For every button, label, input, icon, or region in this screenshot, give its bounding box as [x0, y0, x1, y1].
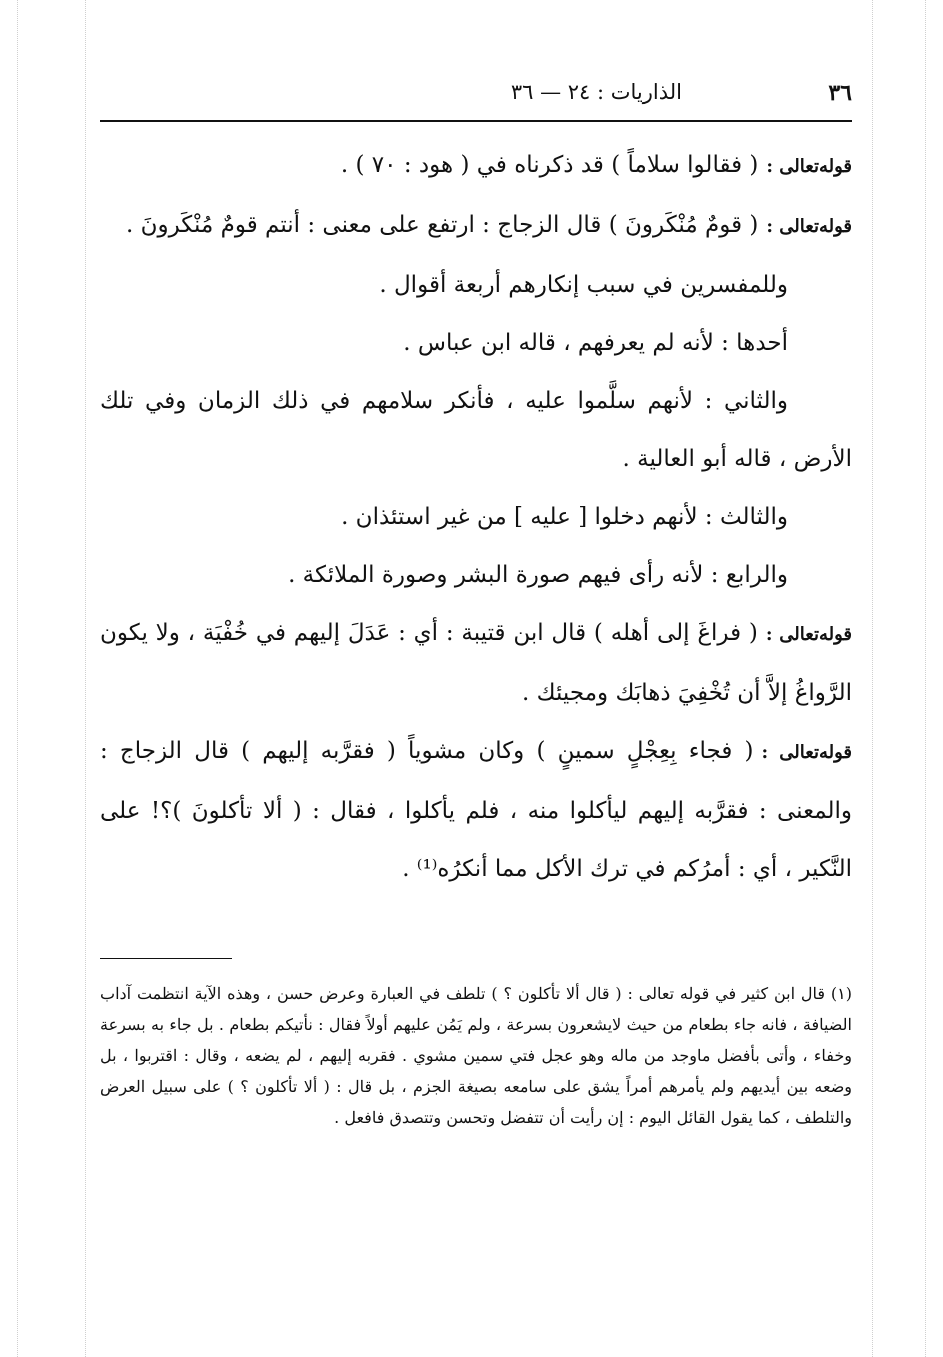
scan-guide-right: [925, 0, 926, 1357]
paragraph-4: أحدها : لأنه لم يعرفهم ، قاله ابن عباس .: [403, 330, 788, 356]
paragraph-8: [100, 604, 852, 722]
paragraph-text: ( فجاء بِعِجْلٍ سمينٍ ) وكان مشوياً ( فقرَّبه إليهم ) قال الزجاج : والمعنى : فقرَّبه إليهم ليأكلوا منه ، فلم يأكلوا ، فقال : ( ألا تأكلونَ )؟! على النَّكير ، أي : أمرُكم في ترك الأكل مما أنكرُه⁽¹⁾ .: [100, 738, 852, 882]
page-body: [100, 136, 852, 898]
verse-label: قوله‌تعالى :: [765, 624, 852, 645]
footnote-rule: [100, 958, 232, 959]
paragraph-2: [100, 196, 852, 256]
verse-label: قوله‌تعالى :: [761, 742, 852, 763]
page-header: [100, 80, 852, 116]
page-number: ٣٦: [828, 80, 852, 106]
paragraph-1: [100, 136, 852, 196]
running-title: الذاريات : ٢٤ — ٣٦: [510, 80, 682, 104]
book-page: [100, 80, 853, 1127]
verse-label: قوله‌تعالى :: [766, 156, 852, 177]
verse-label: قوله‌تعالى :: [766, 216, 852, 237]
footnotes: [100, 978, 852, 1133]
paragraph-text: ( قومٌ مُنْكَرونَ ) قال الزجاج : ارتفع على معنى : أنتم قومٌ مُنْكَرونَ .: [126, 212, 759, 238]
footnote-1: (١) قال ابن كثير في قوله تعالى : ( قال ألا تأكلون ؟ ) تلطف في العبارة وعرض حسن ، وهذه الآية انتظمت آداب الضيافة ، فانه جاء بطعام من حيث لايشعرون بسرعة ، ولم يَمُن عليهم أولاً فقال : نأتيكم بطعام . بل جاء به بسرعة وخفاء ، وأتى بأفضل ماوجد من ماله وهو عجل فتي سمين مشوي . فقربه إليهم ، لم يضعه ، وقال : اقتربوا ، بل وضعه بين أيديهم ولم يأمرهم أمراً يشق على سامعه بصيغة الجزم ، بل قال : ( ألا تأكلون ؟ ) على سبيل العرض والتلطف ، كما يقول القائل اليوم : إن رأيت أن تتفضل وتحسن وتتصدق فافعل .: [100, 984, 853, 1127]
scan-guide-right-inner: [872, 0, 873, 1357]
paragraph-9: [100, 722, 852, 898]
paragraph-7: والرابع : لأنه رأى فيهم صورة البشر وصورة الملائكة .: [288, 562, 788, 588]
header-rule: [100, 120, 852, 122]
scan-guide-left-inner: [85, 0, 86, 1357]
paragraph-3: وللمفسرين في سبب إنكارهم أربعة أقوال .: [379, 272, 788, 298]
paragraph-5: والثاني : لأنهم سلَّموا عليه ، فأنكر سلامهم في ذلك الزمان وفي تلك الأرض ، قاله أبو العالية .: [100, 388, 852, 472]
paragraph-text: ( فقالوا سلاماً ) قد ذكرناه في ( هود : ٧٠ ) .: [340, 152, 759, 178]
paragraph-6: والثالث : لأنهم دخلوا [ عليه ] من غير استئذان .: [341, 504, 788, 530]
paragraph-text: ( فراغَ إلى أهله ) قال ابن قتيبة : أي : عَدَلَ إليهم في خُفْيَة ، ولا يكون الرَّواغُ إلاَّ أن تُخْفِيَ ذهابَك ومجيئك .: [100, 620, 852, 706]
scan-guide-left: [17, 0, 18, 1357]
